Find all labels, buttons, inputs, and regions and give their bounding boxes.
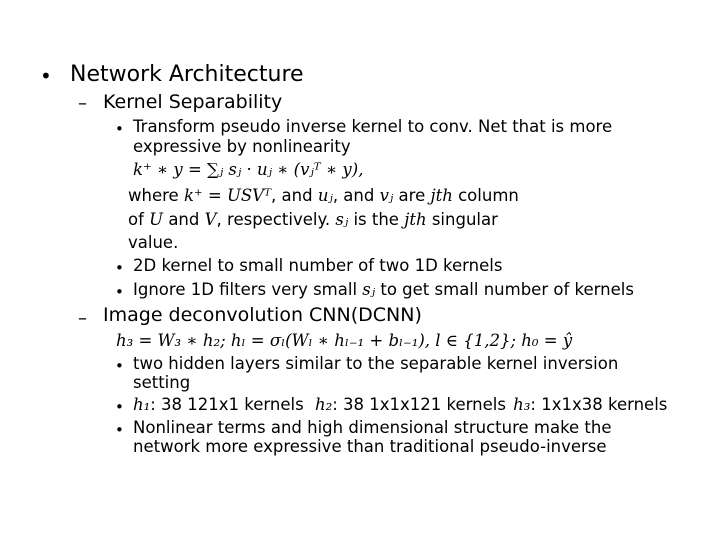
text-nonlinear-line1: Nonlinear terms and high dimensional structure make the	[133, 418, 612, 437]
math-jth-2: jth	[404, 210, 427, 229]
math-sj: sⱼ	[335, 210, 349, 229]
text-h3-kernels: : 1x1x38 kernels	[530, 395, 668, 414]
text-of-line	[128, 212, 498, 229]
text-and-1: , and	[271, 186, 313, 205]
bullet-nonlinear: •	[115, 421, 124, 439]
text-and: and	[168, 210, 200, 229]
text-kernels	[133, 397, 667, 414]
math-U: U	[149, 210, 164, 229]
bullet-ignore-filters: •	[115, 283, 124, 301]
bullet-network-architecture: •	[40, 64, 52, 88]
text-hidden-layers-line1: two hidden layers similar to the separable kernel inversion	[133, 354, 619, 373]
text-ignore-filters	[133, 282, 634, 299]
text-h2-kernels: : 38 1x1x121 kernels	[332, 395, 506, 414]
bullet-hidden-layers: •	[115, 357, 124, 375]
dash-dcnn: –	[78, 308, 87, 329]
text-where-line	[128, 188, 519, 205]
text-transform-line2: expressive by nonlinearity	[133, 137, 351, 156]
text-value: value.	[128, 233, 179, 252]
text-ignore-before: Ignore 1D filters very small	[133, 280, 358, 299]
formula-dcnn: h₃ = W₃ ∗ h₂; hₗ = σₗ(Wₗ ∗ hₗ₋₁ + bₗ₋₁), l ∈ {1,2}; h₀ = ŷ	[116, 331, 573, 350]
text-is-the: is the	[353, 210, 399, 229]
text-h1-kernels: : 38 121x1 kernels	[150, 395, 304, 414]
math-h3: h₃	[513, 395, 531, 414]
text-are: are	[398, 186, 426, 205]
text-and-2: , and	[332, 186, 375, 205]
bullet-kernels: •	[115, 398, 124, 416]
text-2d-kernel: 2D kernel to small number of two 1D kernels	[133, 256, 503, 275]
text-ignore-after: to get small number of kernels	[380, 280, 634, 299]
text-column: column	[458, 186, 519, 205]
formula-pseudo-inverse-kernel: k⁺ ∗ y = ∑ⱼ sⱼ · uⱼ ∗ (vⱼᵀ ∗ y),	[133, 160, 364, 179]
bullet-2d-kernel: •	[115, 259, 124, 277]
text-respectively: , respectively.	[216, 210, 331, 229]
math-V: V	[204, 210, 217, 229]
math-jth: jth	[430, 186, 453, 205]
text-transform-line1: Transform pseudo inverse kernel to conv. Net that is more	[133, 117, 613, 136]
math-uj: uⱼ	[317, 186, 333, 205]
math-h2: h₂	[314, 395, 333, 414]
text-nonlinear-line2: network more expressive than traditional pseudo-inverse	[133, 437, 607, 456]
bullet-transform: •	[115, 120, 124, 138]
math-kplus-svd: k⁺ = USVᵀ	[183, 186, 272, 205]
dash-kernel-separability: –	[78, 93, 87, 114]
text-hidden-layers-line2: setting	[133, 373, 191, 392]
text-of: of	[128, 210, 144, 229]
text-singular: singular	[431, 210, 498, 229]
math-h1: h₁	[133, 395, 151, 414]
subheading-kernel-separability: Kernel Separability	[103, 91, 283, 113]
math-vj: vⱼ	[379, 186, 394, 205]
text-where: where	[128, 186, 179, 205]
math-sj-2: sⱼ	[362, 280, 376, 299]
subheading-dcnn: Image deconvolution CNN(DCNN)	[103, 304, 422, 326]
heading-network-architecture: Network Architecture	[70, 62, 304, 87]
